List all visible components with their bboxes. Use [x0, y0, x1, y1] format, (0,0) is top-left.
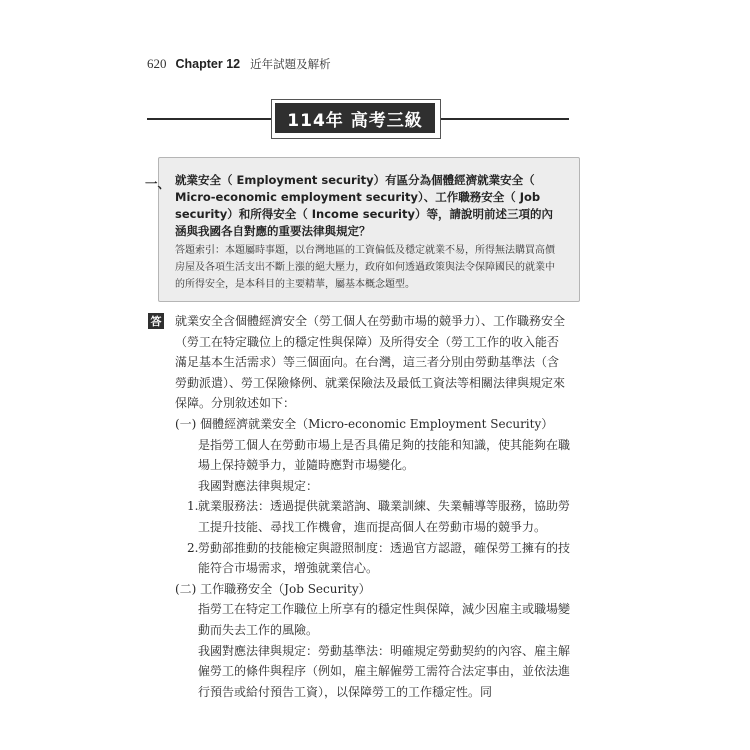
answer-intro: 就業安全含個體經濟安全（勞工個人在勞動市場的競爭力）、工作職務安全（勞工在特定職位上的穩定性與保障）及所得安全（勞工工作的收入能否滿足基本生活需求）等三個面向。在台灣，這三者分別由勞動基準法（含勞動派遣）、勞工保險條例、就業保險法及最低工資法等相關法律與規定來保障。分別敘述如下：	[175, 314, 566, 411]
answer-index: 答題索引：本題屬時事題，以台灣地區的工資偏低及穩定就業不易，所得無法購買高價房屋及各項生活支出不斷上漲的絕大壓力，政府如何透過政策與法令保障國民的就業中的所得安全，是本科目的主要精華，屬基本概念題型。	[175, 245, 555, 290]
list-item-text: 就業服務法：透過提供就業諮詢、職業訓練、失業輔導等服務，協助勞工提升技能、尋找工作機會，進而提高個人在勞動市場的競爭力。	[198, 499, 571, 534]
title-rule-right	[439, 118, 569, 120]
question-number: 一、	[145, 176, 171, 191]
list-item-number: 2.	[187, 540, 199, 555]
section-body: 是指勞工個人在勞動市場上是否具備足夠的技能和知識，使其能夠在職場上保持競爭力，並隨時應對市場變化。	[198, 437, 571, 473]
exam-title: 114年 高考三級	[275, 103, 435, 133]
question-box	[145, 157, 580, 302]
section-heading: (一) 個體經濟就業安全（Micro-economic Employment Security）	[175, 416, 554, 431]
section-heading: (二) 工作職務安全（Job Security）	[175, 581, 371, 596]
list-item-number: 1.	[187, 499, 199, 514]
list-item	[175, 496, 570, 537]
list-item	[175, 538, 570, 579]
section-body: 指勞工在特定工作職位上所享有的穩定性與保障，減少因雇主或職場變動而失去工作的風險。	[198, 602, 571, 637]
law-intro: 我國對應法律與規定：勞動基準法：明確規定勞動契約的內容、雇主解僱勞工的條件與程序（例如，雇主解僱勞工需符合法定事由，並依法進行預告或給付預告工資），以保障勞工的工作穩定性。同	[198, 643, 571, 699]
page-number: 620	[147, 56, 167, 71]
page-header	[147, 56, 331, 72]
question-text: 就業安全（ Employment security）有區分為個體經濟就業安全（ Micro-economic employment security）、工作職務安全（ Job security）和所得安全（ Income security）等，請說明前述三項的內涵與我國各自對應的重要法律與規定？	[175, 173, 553, 238]
chapter-title: 近年試題及解析	[250, 57, 331, 71]
title-rule-left	[147, 118, 271, 120]
answer-badge: 答	[148, 313, 164, 329]
chapter-label: Chapter 12	[175, 57, 241, 71]
answer-body	[175, 311, 570, 702]
list-item-text: 勞動部推動的技能檢定與證照制度：透過官方認證，確保勞工擁有的技能符合市場需求，增強就業信心。	[198, 540, 571, 576]
law-intro: 我國對應法律與規定：	[198, 478, 319, 493]
